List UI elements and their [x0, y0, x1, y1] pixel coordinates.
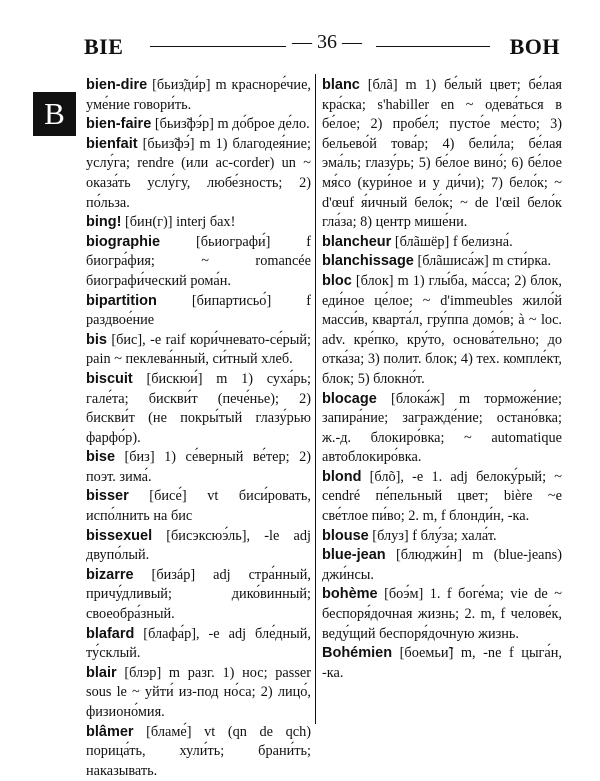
entry-definition: [бьиз̃фэ́р] m до́брое де́ло. [151, 116, 310, 133]
dictionary-entry [86, 664, 311, 723]
left-guide-word: BIE [84, 34, 124, 59]
dictionary-entry [322, 527, 562, 547]
dictionary-entry [86, 292, 311, 331]
entry-definition: [бискюи́] m 1) суха́рь; гале́та; бискви́т (пече́нье); 2) бискви́т (не покры́тый глазу́рью фарфо́р). [86, 370, 311, 446]
entry-definition: [боемьи̃] m, -ne f цыга́н, -ка. [322, 645, 562, 681]
entry-definition: [бьиз̃ди́р] m красноре́чие, уме́ние говори́ть. [86, 77, 311, 113]
entry-headword: bise [86, 449, 116, 466]
entry-headword: bizarre [86, 566, 134, 583]
entry-definition: [блок] m 1) глы́ба, ма́сса; 2) блок, еди́ное це́лое; ~ d'immeubles жило́й масси́в, кварта́л, гру́ппа домо́в; à ~ loc. adv. кре́пко, кру́то, основа́тельно; до отка́за; 3) полит. блок; 4) тех. компле́кт, блок; 5) блокно́т. [322, 272, 562, 387]
dictionary-entry [86, 135, 311, 213]
entry-headword: blâmer [86, 723, 134, 740]
entry-headword: blouse [322, 527, 369, 544]
entry-definition: [блõ], -e 1. adj белоку́рый; ~ cendré пе́пельный цвет; bière ~e све́тлое пи́во; 2. m, f блонди́н, -ка. [322, 468, 562, 525]
dictionary-entry [322, 390, 562, 468]
dictionary-entry [322, 252, 562, 272]
entry-headword: bien-faire [86, 116, 152, 133]
entry-headword: blair [86, 664, 117, 681]
entry-definition: [блока́ж] m торможе́ние; запира́ние; загражде́ние; остано́вка; ж.-д. блокиро́вка; ~ automatique автоблокиро́вка. [322, 390, 562, 466]
dictionary-entry [322, 76, 562, 233]
dictionary-entry [86, 213, 311, 233]
entry-headword: bohème [322, 586, 378, 603]
right-guide-word: BOH [509, 34, 560, 59]
dictionary-entry [86, 370, 311, 448]
left-column [86, 76, 311, 781]
entry-headword: biographie [86, 233, 161, 250]
entry-headword: blond [322, 468, 362, 485]
dictionary-entry [86, 487, 311, 526]
dictionary-entry [86, 115, 311, 135]
dictionary-entry [86, 527, 311, 566]
entry-definition: [блафа́р], -e adj бле́дный, ту́склый. [86, 625, 311, 662]
entry-headword: blancheur [322, 233, 392, 250]
entry-definition: [бьиз̃фэ́] m 1) благодея́ние; услу́га; rendre (или ac-corder) un ~ оказа́ть услу́гу, любе́зность; 2) по́льза. [86, 135, 311, 211]
dictionary-entry [86, 233, 311, 292]
entry-headword: bloc [322, 272, 352, 289]
entry-definition: [блуз] f блу́за; хала́т. [368, 527, 497, 544]
dictionary-entry [322, 546, 562, 585]
entry-definition: [бисе́] vt биси́ровать, испо́лнить на бис [86, 488, 311, 525]
entry-definition: [блã] m 1) бе́лый цвет; бе́лая кра́ска; s'habiller en ~ одева́ться в бе́лое; 2) пробе́л; пусто́е ме́сто; 3) бельево́й това́р; 4) бели́ла; бе́лая эма́ль; глазу́рь; 5) бе́лое вино́; 6) бе́лое мя́со (кури́ное и у ди́чи); 7) бело́к; ~ d'œuf я́ичный бело́к; ~ de l'œil бело́к гла́за; 8) центр мише́ни. [322, 77, 562, 231]
column-divider [315, 74, 316, 724]
entry-definition: [блãшиса́ж] m сти́рка. [413, 253, 552, 270]
dictionary-entry [86, 331, 311, 370]
entry-definition: [бламе́] vt (qn de qch) порица́ть, хули́ть; брани́ть; наказывать. [86, 723, 311, 779]
dictionary-entry [322, 272, 562, 390]
entry-definition: [бизáр] adj стра́нный, причу́дливый; дико́винный; своеобра́зный. [86, 566, 311, 623]
entry-definition: [бис], -e raif кори́чневато-се́рый; pain ~ пеклева́нный, си́тный хлеб. [86, 331, 311, 368]
entry-definition: [блэр] m разг. 1) нос; passer sous le ~ уйти́ из-под но́са; 2) лицо́, физионо́мия. [86, 664, 311, 720]
dictionary-entry [86, 566, 311, 625]
entry-definition: [бьиографи́] f биогра́фия; ~ romancée биографи́ческий рома́н. [86, 233, 311, 289]
dictionary-entry [322, 585, 562, 644]
header-rule-left [150, 46, 286, 47]
entry-definition: [блãшёр] f белизна́. [391, 233, 513, 250]
entry-definition: [бин(г)] interj бах! [121, 214, 236, 231]
header-rule-right [376, 46, 490, 47]
entry-definition: [биз] 1) се́верный ве́тер; 2) поэт. зима́. [86, 449, 311, 485]
entry-definition: [бипартисьо́] f раздвое́ние [86, 292, 311, 329]
entry-headword: bipartition [86, 292, 157, 309]
entry-definition: [блюджи́н] m (blue-jeans) джи́нсы. [322, 547, 562, 583]
dictionary-entry [322, 644, 562, 683]
entry-definition: [боэ́м] 1. f боге́ма; vie de ~ беспоря́дочная жизнь; 2. m, f челове́к, веду́щий беспоря́дочную жизнь. [322, 586, 562, 642]
dictionary-entry [322, 233, 562, 253]
page-number: — 36 — [292, 31, 362, 53]
entry-headword: bing! [86, 214, 122, 231]
entry-definition: [бисэксюэ́ль], -le adj двупо́лый. [86, 527, 311, 564]
entry-headword: blafard [86, 625, 135, 642]
dictionary-entry [86, 723, 311, 781]
entry-headword: bienfait [86, 135, 138, 152]
right-column [322, 76, 562, 683]
entry-headword: bisser [86, 488, 129, 505]
entry-headword: blanc [322, 77, 360, 93]
entry-headword: blocage [322, 390, 377, 407]
thumb-index-letter: B [33, 92, 76, 136]
entry-headword: blue-jean [322, 547, 386, 564]
dictionary-entry [86, 448, 311, 487]
entry-headword: bis [86, 331, 107, 348]
running-header [84, 30, 560, 64]
entry-headword: Bohémien [322, 645, 393, 662]
dictionary-entry [86, 625, 311, 664]
entry-headword: bissexuel [86, 527, 153, 544]
dictionary-entry [322, 468, 562, 527]
entry-headword: blanchissage [322, 253, 414, 270]
entry-headword: biscuit [86, 370, 133, 387]
dictionary-entry [86, 76, 311, 115]
entry-headword: bien-dire [86, 77, 148, 93]
